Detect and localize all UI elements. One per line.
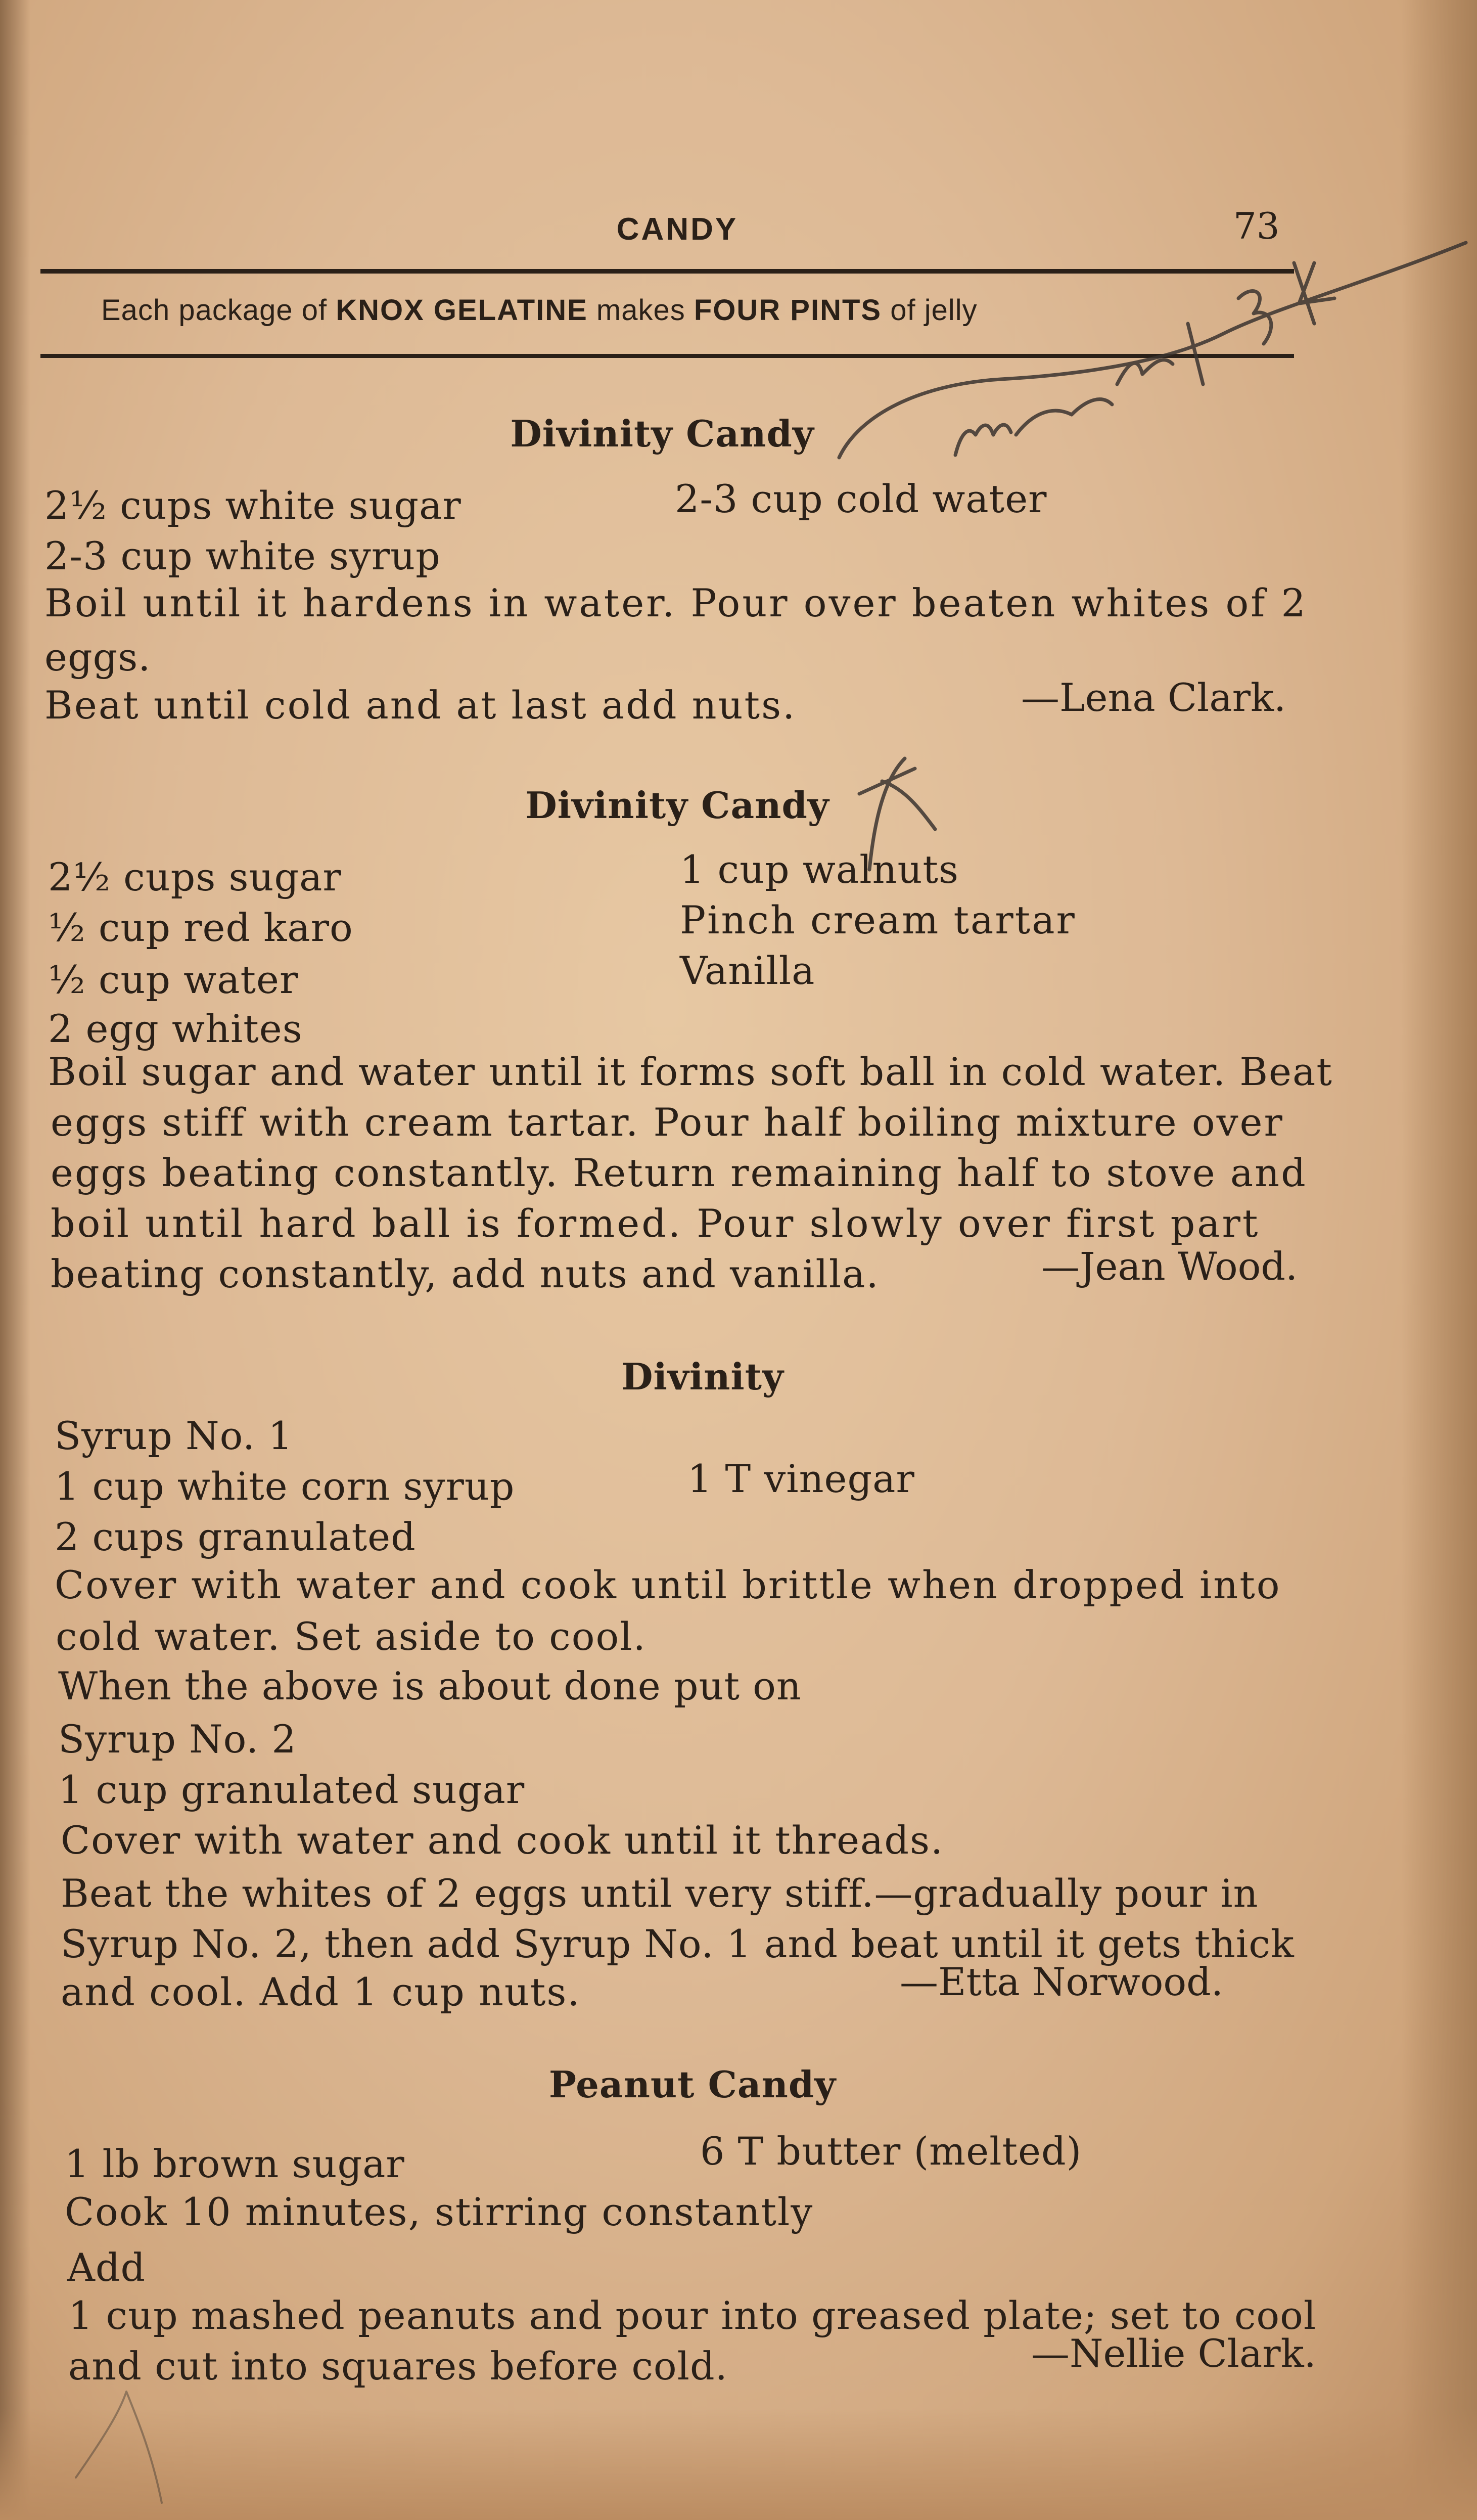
method-line: Boil sugar and water until it forms soft ball in cold water. Beat xyxy=(48,1049,1333,1094)
ingredient-line: 2½ cups sugar xyxy=(48,854,342,899)
recipe-line: cold water. Set aside to cool. xyxy=(56,1614,647,1659)
recipe-title-divinity: Divinity xyxy=(621,1355,784,1398)
recipe-line: 1 lb brown sugar xyxy=(65,2141,405,2186)
banner-text-mid: makes xyxy=(587,294,694,327)
page-edge-shadow-left xyxy=(0,0,30,2520)
page-number: 73 xyxy=(1233,205,1280,247)
ingredient-line: Vanilla xyxy=(680,948,815,993)
method-line: Boil until it hardens in water. Pour over beaten whites of 2 xyxy=(44,580,1308,625)
recipe-line: 1 cup white corn syrup xyxy=(55,1464,515,1509)
banner-bold: FOUR PINTS xyxy=(694,294,882,327)
recipe-line: Cover with water and cook until brittle when dropped into xyxy=(55,1562,1281,1607)
ingredient-line: 2-3 cup white syrup xyxy=(44,533,441,578)
recipe-title-divinity-candy-2: Divinity Candy xyxy=(525,784,829,827)
method-line: beating constantly, add nuts and vanilla. xyxy=(51,1251,880,1296)
method-line: eggs stiff with cream tartar. Pour half boiling mixture over xyxy=(51,1100,1284,1145)
banner-text-pre: Each package of xyxy=(101,294,336,327)
date-note-loop xyxy=(839,243,1466,458)
ingredient-line: 1 cup walnuts xyxy=(680,847,959,892)
recipe-credit: —Jean Wood. xyxy=(1041,1244,1298,1289)
recipe-credit: —Lena Clark. xyxy=(1021,675,1286,720)
recipe-line: 1 cup granulated sugar xyxy=(58,1767,525,1812)
recipe-line: and cut into squares before cold. xyxy=(68,2344,728,2389)
recipe-credit: —Etta Norwood. xyxy=(900,1959,1223,2004)
recipe-credit: —Nellie Clark. xyxy=(1031,2331,1316,2376)
knox-banner xyxy=(101,293,978,327)
ingredient-line: 1 T vinegar xyxy=(687,1456,915,1501)
recipe-line: Syrup No. 2 xyxy=(58,1717,297,1762)
date-note-arch xyxy=(1016,399,1112,435)
banner-brand: KNOX GELATINE xyxy=(336,294,588,327)
method-line: eggs. xyxy=(44,635,151,680)
header-rule-bottom xyxy=(40,354,1294,358)
date-note-m xyxy=(955,425,1011,455)
recipe-title-divinity-candy-1: Divinity Candy xyxy=(510,412,814,455)
recipe-line: Syrup No. 1 xyxy=(55,1413,293,1458)
ingredient-line: 2-3 cup cold water xyxy=(675,476,1047,521)
recipe-line: Beat the whites of 2 eggs until very stiff.—gradually pour in xyxy=(61,1871,1259,1916)
page-edge-shadow-bottom xyxy=(0,2409,1477,2520)
recipe-line: Cook 10 minutes, stirring constantly xyxy=(65,2189,814,2234)
recipe-line: Add xyxy=(67,2245,146,2290)
date-note-digits xyxy=(1188,263,1334,384)
method-line: Beat until cold and at last add nuts. xyxy=(44,683,797,728)
ingredient-line: ½ cup water xyxy=(48,957,299,1002)
recipe-line: 1 cup mashed peanuts and pour into greased plate; set to cool xyxy=(68,2293,1317,2338)
method-line: boil until hard ball is formed. Pour slowly over first part xyxy=(51,1201,1260,1246)
recipe-line: 2 cups granulated xyxy=(55,1514,416,1559)
method-line: eggs beating constantly. Return remaining half to stove and xyxy=(51,1150,1307,1195)
header-rule-top xyxy=(40,269,1294,274)
recipe-line: When the above is about done put on xyxy=(58,1663,802,1708)
recipe-line: and cool. Add 1 cup nuts. xyxy=(61,1969,581,2014)
section-title: CANDY xyxy=(616,212,739,247)
recipe-title-peanut-candy: Peanut Candy xyxy=(548,2063,837,2106)
ingredient-line: ½ cup red karo xyxy=(48,905,353,950)
date-note-h xyxy=(1117,360,1173,384)
ingredient-line: Pinch cream tartar xyxy=(680,897,1076,942)
banner-text-post: of jelly xyxy=(882,294,978,327)
ingredient-line: 2 egg whites xyxy=(48,1006,303,1051)
page-edge-shadow-right xyxy=(1401,0,1477,2520)
recipe-line: Syrup No. 2, then add Syrup No. 1 and beat until it gets thick xyxy=(61,1921,1295,1966)
ingredient-line: 6 T butter (melted) xyxy=(700,2129,1082,2174)
recipe-line: Cover with water and cook until it threads. xyxy=(61,1818,944,1863)
ingredient-line: 2½ cups white sugar xyxy=(44,483,461,528)
